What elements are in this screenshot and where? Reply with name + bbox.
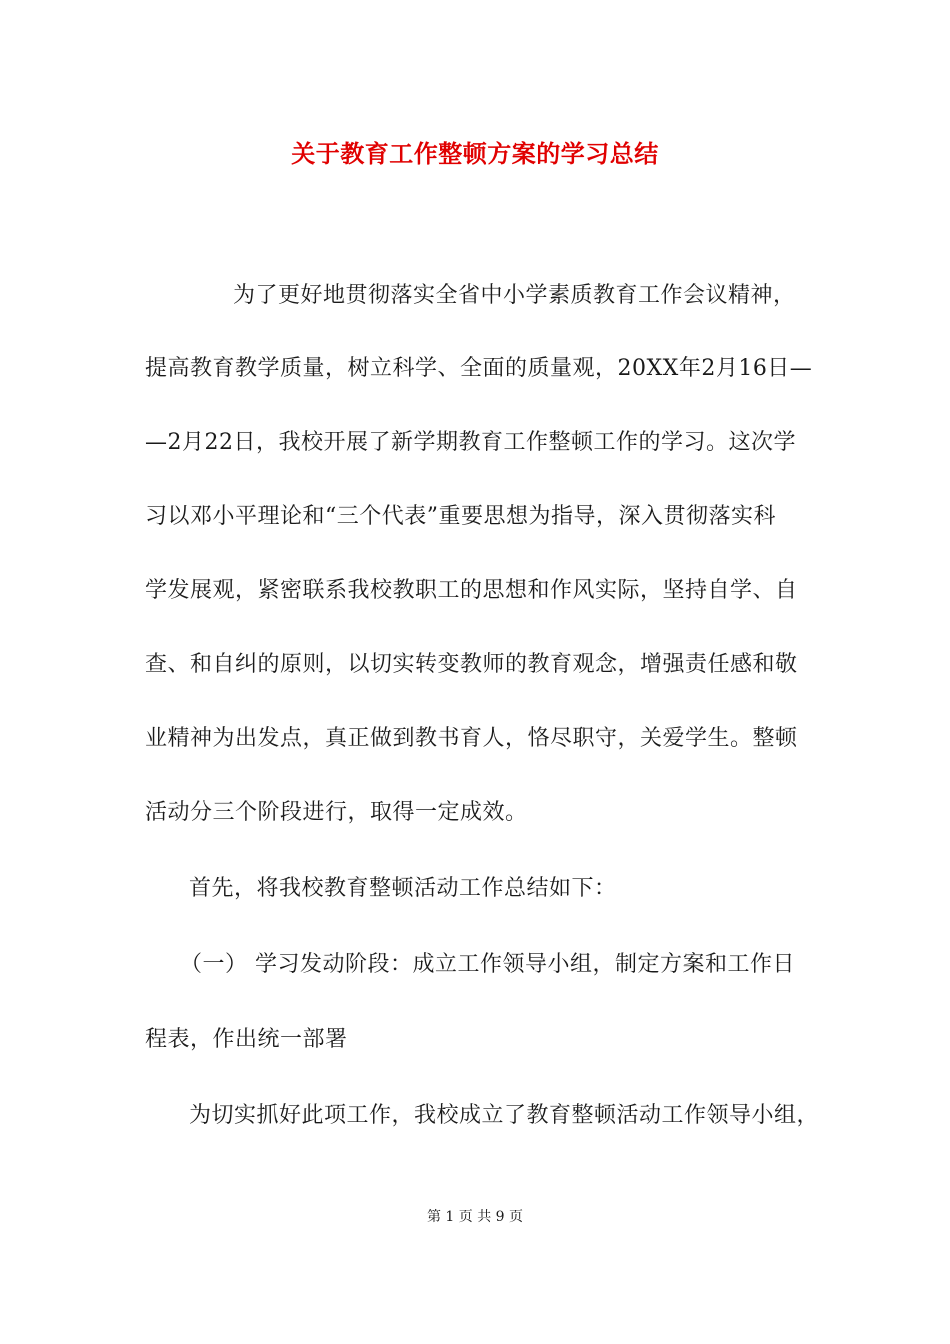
page-footer — [0, 1207, 950, 1227]
paragraph-line: —2月22日，我校开展了新学期教育工作整顿工作的学习。这次学 — [145, 430, 796, 455]
paragraph-line: 学发展观，紧密联系我校教职工的思想和作风实际，坚持自学、自 — [145, 578, 798, 603]
paragraph-line: 提高教育教学质量，树立科学、全面的质量观，20XX年2月16日— — [145, 356, 813, 381]
document-title: 关于教育工作整顿方案的学习总结 — [291, 139, 659, 168]
paragraph-line: 习以邓小平理论和“三个代表”重要思想为指导，深入贯彻落实科 — [145, 504, 776, 529]
paragraph-line: 业精神为出发点，真正做到教书育人，恪尽职守，关爱学生。整顿 — [145, 726, 798, 751]
paragraph-line: 首先，将我校教育整顿活动工作总结如下： — [189, 876, 617, 901]
section-heading-line: （一） 学习发动阶段：成立工作领导小组，制定方案和工作日 — [180, 952, 795, 977]
paragraph-line: 为切实抓好此项工作，我校成立了教育整顿活动工作领导小组， — [189, 1103, 820, 1128]
paragraph-line: 为了更好地贯彻落实全省中小学素质教育工作会议精神， — [233, 283, 796, 308]
paragraph-line: 查、和自纠的原则，以切实转变教师的教育观念，增强责任感和敬 — [145, 652, 798, 677]
paragraph-line: 活动分三个阶段进行，取得一定成效。 — [145, 800, 528, 825]
section-heading-line: 程表，作出统一部署 — [145, 1027, 348, 1052]
page-number-label: 第 1 页 共 9 页 — [426, 1209, 524, 1225]
